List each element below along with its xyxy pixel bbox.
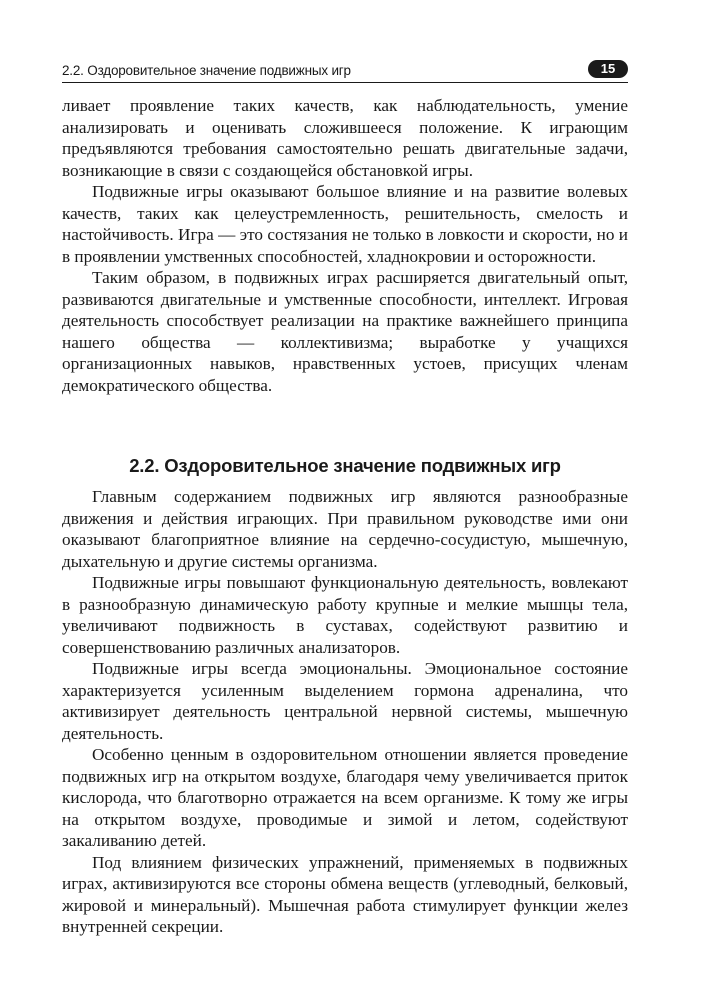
page-number-badge: 15 [588, 60, 628, 78]
section-heading: 2.2. Оздоровительное значение подвижных игр [129, 455, 561, 477]
paragraph: Под влиянием физических упражнений, применяемых в подвижных играх, активизируются все стороны обмена веществ (углеводный, белковый, жировой и минеральный). Мышечная работа стимулирует функции желез внутренней секреции. [62, 852, 628, 936]
paragraph: Подвижные игры повышают функциональную деятельность, вовлекают в разнообразную динамическую работу крупные и мелкие мышцы тела, увеличивают подвижность в суставах, содействуют развитию и совершенствованию различных анализаторов. [62, 573, 628, 657]
paragraph: Особенно ценным в оздоровительном отношении является проведение подвижных игр на открытом воздухе, благодаря чему увеличивается приток кислорода, что благотворно отражается на всем организме. К тому же игры на открытом воздухе, проводимые и зимой и летом, содействуют закаливанию детей. [62, 745, 628, 850]
section-body [62, 486, 628, 938]
paragraph: Подвижные игры оказывают большое влияние и на развитие волевых качеств, таких как целеустремленность, решительность, смелость и настойчивость. Игра — это состязания не только в ловкости и скорости, но и в проявлении умственных способностей, хладнокровии и осторожности. [62, 182, 628, 266]
running-header [62, 60, 628, 83]
paragraph: Таким образом, в подвижных играх расширяется двигательный опыт, развиваются двигательные и умственные способности, интеллект. Игровая деятельность способствует реализации на практике важнейшего принципа нашего общества — коллективизма; выработке у учащихся организационных навыков, нравственных устоев, присущих членам демократического общества. [62, 268, 628, 395]
paragraph: Главным содержанием подвижных игр являются разнообразные движения и действия играющих. При правильном руководстве ими они оказывают благоприятное влияние на сердечно-сосудистую, мышечную, дыхательную и другие системы организма. [62, 487, 628, 571]
running-title: 2.2. Оздоровительное значение подвижных игр [62, 63, 351, 78]
paragraph: Подвижные игры всегда эмоциональны. Эмоциональное состояние характеризуется усиленным выделением гормона адреналина, что активизирует деятельность центральной нервной системы, мышечную деятельность. [62, 659, 628, 743]
paragraph: ливает проявление таких качеств, как наблюдательность, умение анализировать и оценивать сложившееся положение. К играющим предъявляются требования самостоятельно решать двигательные задачи, возникающие в связи с создающейся обстановкой игры. [62, 96, 628, 180]
continued-text [62, 95, 628, 396]
